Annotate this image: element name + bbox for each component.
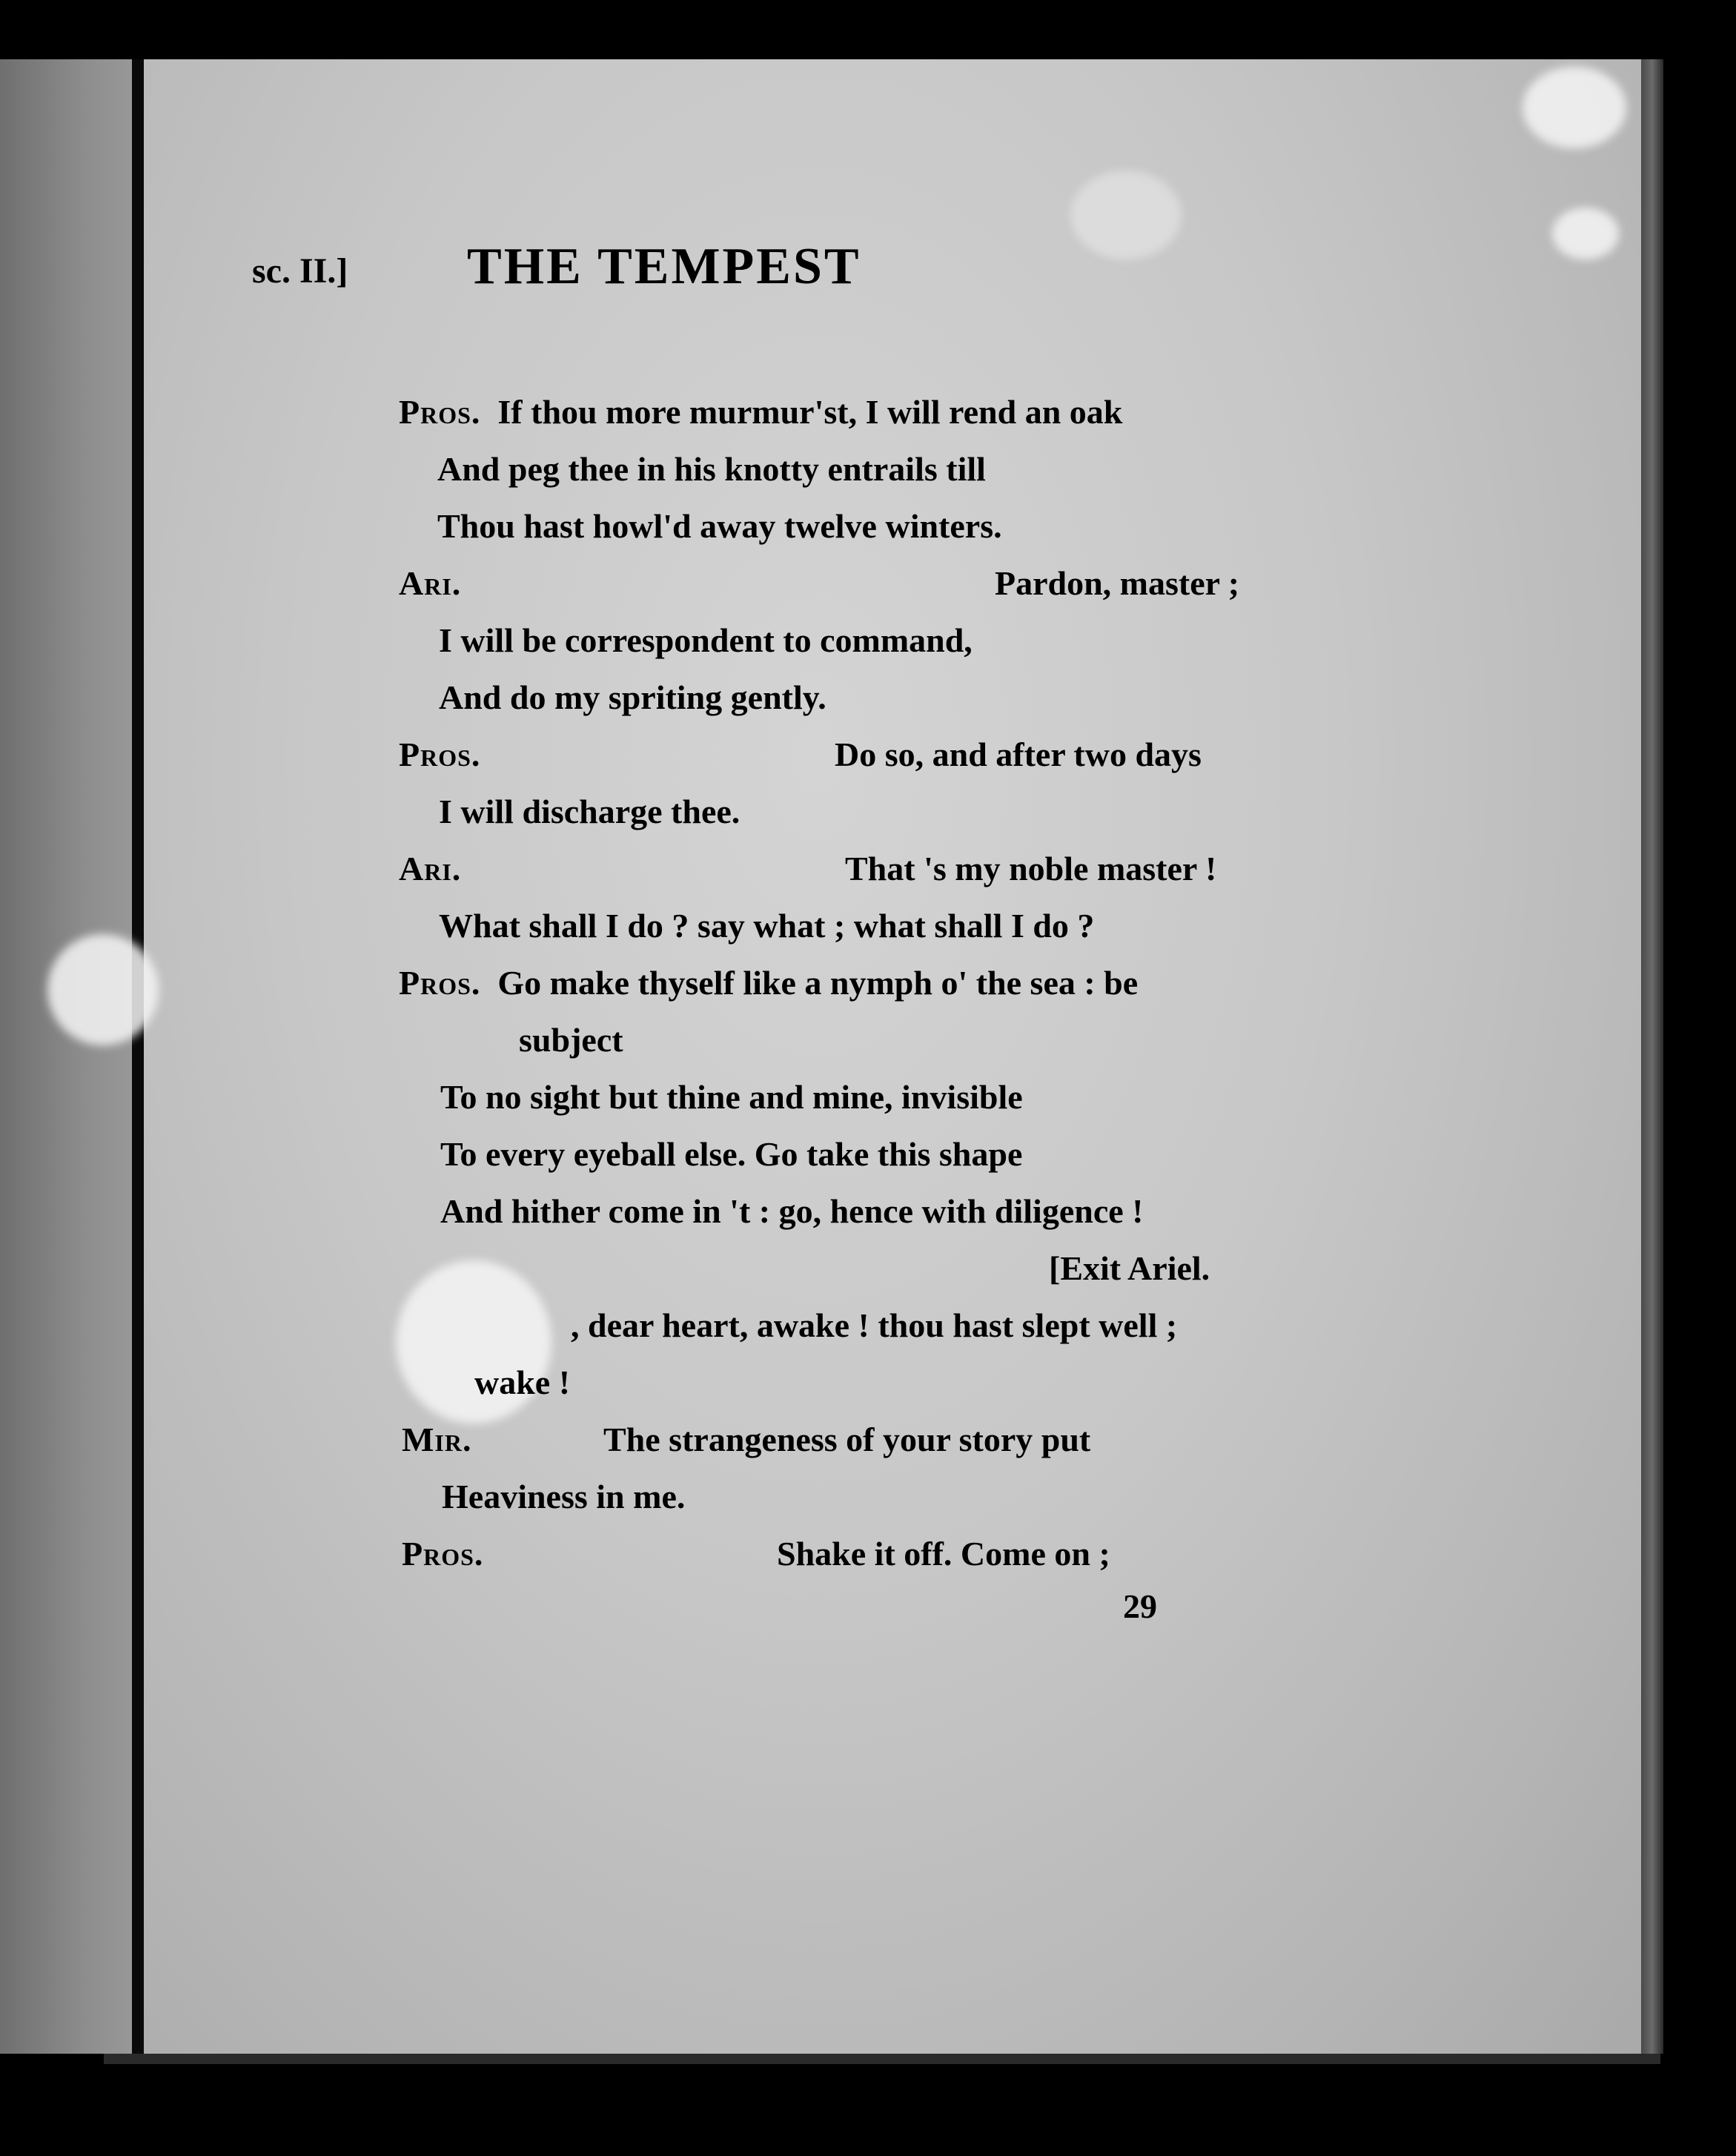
line-text: [Exit Ariel. bbox=[1049, 1249, 1210, 1287]
verse-line bbox=[439, 675, 826, 720]
verse-line bbox=[835, 733, 1202, 777]
line-text: Heaviness in me. bbox=[442, 1478, 686, 1515]
verse-line bbox=[399, 847, 461, 891]
book-page bbox=[144, 59, 1641, 2054]
scan-blemish bbox=[47, 934, 159, 1045]
verse-line bbox=[777, 1532, 1110, 1576]
verse-line bbox=[571, 1303, 1177, 1348]
verse-line bbox=[440, 1189, 1143, 1234]
line-text: To no sight but thine and mine, invisible bbox=[440, 1078, 1023, 1116]
verse-line bbox=[437, 504, 1002, 549]
stage-direction bbox=[1049, 1246, 1210, 1291]
verse-line bbox=[439, 904, 1094, 948]
verse-line bbox=[439, 790, 740, 834]
running-head: sc. II.] bbox=[252, 251, 348, 291]
line-text: Pardon, master ; bbox=[995, 564, 1240, 602]
speaker-name: Pros. bbox=[399, 964, 481, 1002]
line-text: , dear heart, awake ! thou hast slept well ; bbox=[571, 1306, 1178, 1344]
line-text: If thou more murmur'st, I will rend an oak bbox=[497, 393, 1123, 431]
line-text: I will be correspondent to command, bbox=[439, 621, 973, 659]
speaker-name: Pros. bbox=[399, 735, 481, 773]
verse-line bbox=[442, 1475, 685, 1519]
verse-line bbox=[437, 447, 986, 492]
page-title: THE TEMPEST bbox=[467, 238, 861, 295]
verse-line bbox=[845, 847, 1216, 891]
speaker-name: Mir. bbox=[402, 1421, 472, 1458]
line-text: To every eyeball else. Go take this shape bbox=[440, 1135, 1023, 1173]
line-text: Do so, and after two days bbox=[835, 735, 1202, 773]
speaker-name: Pros. bbox=[402, 1535, 484, 1573]
line-text: I will discharge thee. bbox=[439, 793, 741, 830]
speaker-name: Ari. bbox=[399, 850, 462, 887]
line-text: And hither come in 't : go, hence with diligence ! bbox=[440, 1192, 1144, 1230]
line-text: Go make thyself like a nymph o' the sea : be bbox=[497, 964, 1139, 1002]
verse-line bbox=[399, 961, 1138, 1005]
verse-line bbox=[603, 1418, 1090, 1462]
verse-line bbox=[440, 1075, 1023, 1120]
line-text: Shake it off. Come on ; bbox=[777, 1535, 1110, 1573]
verse-line bbox=[995, 561, 1239, 606]
speaker-name: Ari. bbox=[399, 564, 462, 602]
verse-line bbox=[402, 1418, 471, 1462]
line-text: And do my spriting gently. bbox=[439, 678, 826, 716]
verse-line bbox=[439, 618, 973, 663]
page-gutter bbox=[132, 59, 144, 2054]
line-text: And peg thee in his knotty entrails till bbox=[437, 450, 986, 488]
verse-line bbox=[399, 390, 1122, 434]
line-text: Thou hast howl'd away twelve winters. bbox=[437, 507, 1002, 545]
speaker-name: Pros. bbox=[399, 393, 481, 431]
line-text: The strangeness of your story put bbox=[603, 1421, 1091, 1458]
scan-blemish bbox=[1552, 208, 1619, 259]
line-text: That 's my noble master ! bbox=[845, 850, 1217, 887]
verse-line bbox=[399, 561, 461, 606]
page-bottom-edge bbox=[104, 2054, 1660, 2064]
page-right-edge bbox=[1641, 59, 1663, 2054]
verse-line bbox=[402, 1532, 483, 1576]
line-text: What shall I do ? say what ; what shall I do ? bbox=[439, 907, 1095, 945]
line-text: subject bbox=[519, 1021, 623, 1059]
scan-blemish bbox=[1523, 67, 1626, 148]
verse-line bbox=[440, 1132, 1022, 1177]
facing-page-edge bbox=[0, 59, 141, 2054]
line-text: wake ! bbox=[474, 1363, 571, 1401]
verse-line bbox=[474, 1360, 570, 1405]
page-header bbox=[252, 237, 1290, 311]
verse-line bbox=[519, 1018, 623, 1062]
verse-line bbox=[399, 733, 480, 777]
page-number: 29 bbox=[1123, 1587, 1157, 1625]
